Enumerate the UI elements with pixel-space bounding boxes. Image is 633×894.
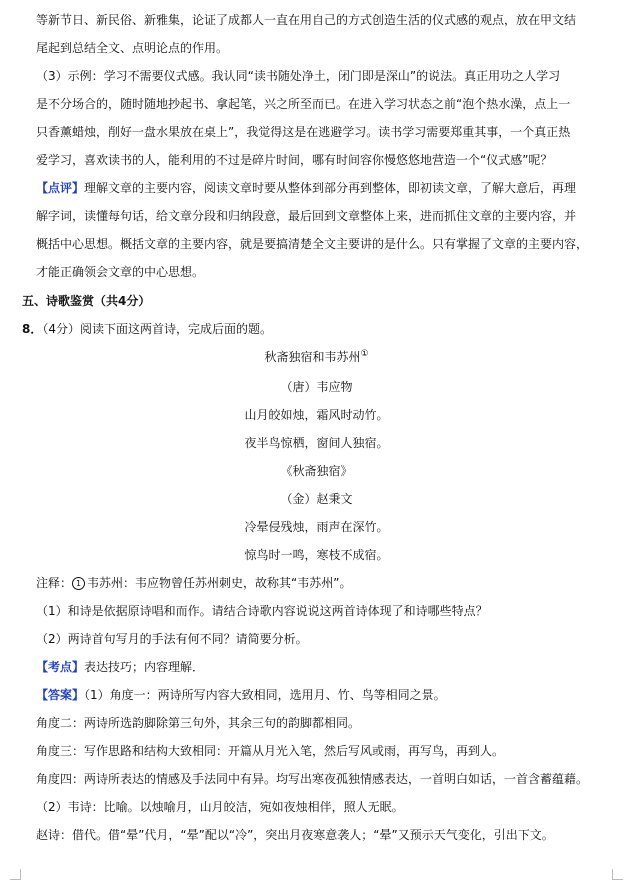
- footnote-marker: ①: [360, 349, 369, 359]
- text-line: 解字词，读懂每句话，给文章分段和归纳段意，最后回到文章整体上来，进而抓住文章的主要内容，并: [36, 209, 577, 223]
- annotation-line: [36, 572, 611, 594]
- answer-angle: 角度二：两诗所选韵脚除第三句外，其余三句的韵脚都相同。: [36, 716, 361, 730]
- text-line: 是不分场合的，随时随地抄起书、拿起笔，兴之所至而已。在进入学习状态之前“泡个热水澡，点上一: [36, 97, 571, 111]
- comment-text: 理解文章的主要内容，阅读文章时要从整体到部分再到整体，即初读文章，了解大意后，再理: [84, 181, 577, 195]
- text-line: 概括中心思想。概括文章的主要内容，就是要搞清楚全文主要讲的是什么。只有掌握了文章的主要内容，: [36, 237, 589, 251]
- answer-angle: 角度四：两诗所表达的情感及手法同中有异。均写出寒夜孤独情感表达，一首明白如话，一首含蓄蕴藉。: [36, 772, 589, 786]
- text-line: 只香薰蜡烛，削好一盘水果放在桌上”，我觉得这是在逃避学习。读书学习需要郑重其事，一个真正热: [36, 125, 571, 139]
- poem2-title: 《秋斋独宿》: [280, 464, 353, 478]
- section-heading: 五、诗歌鉴赏（共4分）: [22, 294, 151, 308]
- answer-text: （1）角度一：两诗所写内容大致相同，选用月、竹、鸟等相同之景。: [84, 688, 446, 702]
- answer-line: （2）韦诗：比喻。以烛喻月，山月皎洁，宛如夜烛相伴，照人无眠。: [36, 800, 404, 814]
- text-line: 才能正确领会文章的中心思想。: [36, 265, 205, 279]
- comment-tag: 【点评】: [36, 181, 85, 195]
- question-text: （4分）阅读下面这两首诗，完成后面的题。: [42, 322, 272, 336]
- text-line: （3）示例：学习不需要仪式感。我认同“读书随处净土，闭门即是深山”的说法。真正用功之人学习: [36, 69, 561, 83]
- annotation-text: 韦苏州：韦应物曾任苏州刺史，故称其“韦苏州”。: [87, 576, 352, 590]
- kaodian-text: 表达技巧；内容理解．: [84, 660, 205, 674]
- text-line: 爱学习，喜欢读书的人，能利用的不过是碎片时间，哪有时间容你慢悠悠地营造一个“仪式感”呢？: [36, 153, 553, 167]
- poem2-author: （金）赵秉文: [280, 492, 353, 506]
- answer-line: [36, 684, 611, 706]
- answer-line: 赵诗：借代。借“晕”代月，“晕”配以“冷”，突出月夜寒意袭人；“晕”又预示天气变化，引出下文。: [36, 828, 554, 842]
- text-line: 等新节日、新民俗、新雅集，论证了成都人一直在用自己的方式创造生活的仪式感的观点，放在甲文结: [36, 13, 577, 27]
- answer-tag: 【答案】: [36, 688, 85, 702]
- page-corner-mark: [612, 869, 623, 880]
- poem1-line: 山月皎如烛，霜风时动竹。: [244, 408, 389, 422]
- poem2-line: 惊鸟时一鸣，寒枝不成宿。: [244, 548, 389, 562]
- sub-question: （1）和诗是依据原诗唱和而作。请结合诗歌内容说说这两首诗体现了和诗哪些特点？: [36, 604, 488, 618]
- poem1-line: 夜半鸟惊栖，窗间人独宿。: [244, 436, 389, 450]
- sub-question: （2）两诗首句写月的手法有何不同？请简要分析。: [36, 632, 308, 646]
- poem1-title-text: 秋斋独宿和韦苏州: [264, 350, 361, 364]
- question-line: [22, 318, 597, 340]
- annotation-number: 1: [72, 577, 85, 590]
- kaodian-line: [36, 656, 611, 678]
- comment-line: [36, 177, 611, 199]
- poem1-title: [0, 346, 633, 368]
- kaodian-tag: 【考点】: [36, 660, 85, 674]
- question-number: 8．: [22, 322, 43, 336]
- text-line: 尾起到总结全文、点明论点的作用。: [36, 41, 229, 55]
- poem2-line: 冷晕侵残烛，雨声在深竹。: [244, 520, 389, 534]
- poem1-author: （唐）韦应物: [280, 380, 353, 394]
- annotation-label: 注释：: [36, 576, 73, 590]
- answer-angle: 角度三：写作思路和结构大致相同：开篇从月光入笔，然后写风或雨，再写鸟，再到人。: [36, 744, 505, 758]
- page-corner-mark: [10, 869, 21, 880]
